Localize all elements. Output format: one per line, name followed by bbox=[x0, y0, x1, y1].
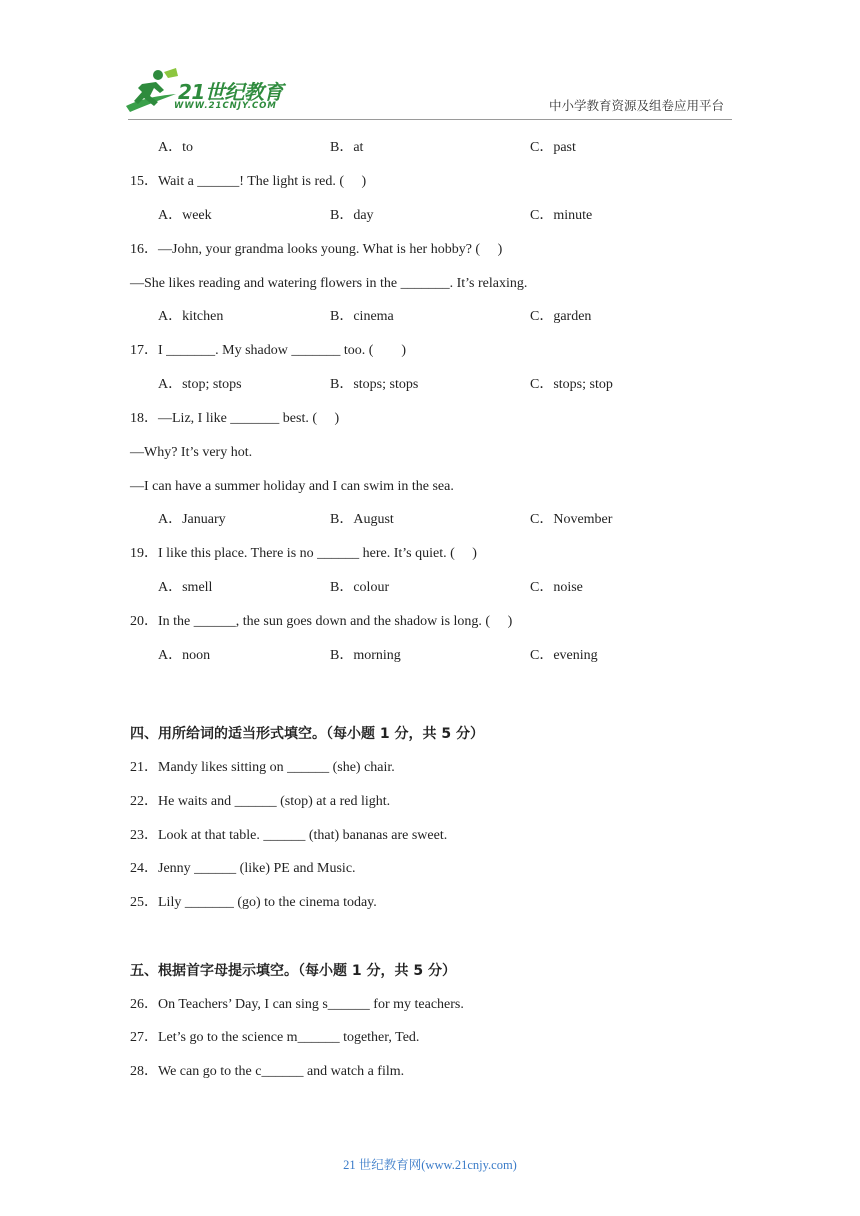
q16-option-c: C．garden bbox=[530, 309, 592, 324]
q18-line3: —I can have a summer holiday and I can swim in the sea. bbox=[130, 479, 454, 494]
q18-option-a: A．January bbox=[158, 512, 226, 527]
q19-option-b: B．colour bbox=[330, 580, 390, 595]
footer-link[interactable]: 21 世纪教育网(www.21cnjy.com) bbox=[343, 1158, 517, 1172]
q16-option-a: A．kitchen bbox=[158, 309, 224, 324]
q14-option-b: B．at bbox=[330, 140, 364, 155]
q21-item: 21．Mandy likes sitting on ______ (she) chair. bbox=[130, 760, 395, 775]
q15-option-a: A．week bbox=[158, 208, 212, 223]
q28-item: 28．We can go to the c______ and watch a film. bbox=[130, 1064, 405, 1079]
q18-option-c: C．November bbox=[530, 512, 613, 527]
q16-option-b: B．cinema bbox=[330, 309, 394, 324]
logo-url: WWW.21CNJY.COM bbox=[174, 101, 277, 111]
q19-option-a: A．smell bbox=[158, 580, 213, 595]
runner-logo-icon bbox=[120, 66, 180, 118]
header-divider bbox=[128, 119, 732, 120]
q16-stem: 16．—John, your grandma looks young. What is her hobby? ( ) bbox=[130, 242, 503, 257]
q18-option-b: B．August bbox=[330, 512, 394, 527]
q18-stem: 18．—Liz, I like _______ best. ( ) bbox=[130, 411, 340, 426]
q22-item: 22．He waits and ______ (stop) at a red light. bbox=[130, 794, 391, 809]
q24-item: 24．Jenny ______ (like) PE and Music. bbox=[130, 861, 356, 876]
q20-option-a: A．noon bbox=[158, 648, 211, 663]
q20-stem: 20．In the ______, the sun goes down and the shadow is long. ( ) bbox=[130, 614, 513, 629]
q26-item: 26．On Teachers’ Day, I can sing s______ for my teachers. bbox=[130, 997, 464, 1012]
q14-option-c: C．past bbox=[530, 140, 576, 155]
q15-option-c: C．minute bbox=[530, 208, 593, 223]
q23-item: 23．Look at that table. ______ (that) bananas are sweet. bbox=[130, 828, 448, 843]
q17-stem: 17．I _______. My shadow _______ too. ( ) bbox=[130, 343, 407, 358]
platform-tagline: 中小学教育资源及组卷应用平台 bbox=[549, 98, 725, 113]
q16-line2: —She likes reading and watering flowers in the _______. It’s relaxing. bbox=[130, 276, 528, 291]
q15-stem: 15．Wait a ______! The light is red. ( ) bbox=[130, 174, 367, 189]
q14-option-a: A．to bbox=[158, 140, 193, 155]
q20-option-c: C．evening bbox=[530, 648, 598, 663]
q18-line2: —Why? It’s very hot. bbox=[130, 445, 253, 460]
q15-option-b: B．day bbox=[330, 208, 374, 223]
site-logo bbox=[120, 66, 300, 118]
q17-option-c: C．stops; stop bbox=[530, 377, 613, 392]
q27-item: 27．Let’s go to the science m______ together, Ted. bbox=[130, 1030, 420, 1045]
q19-option-c: C．noise bbox=[530, 580, 583, 595]
q19-stem: 19．I like this place. There is no ______ here. It’s quiet. ( ) bbox=[130, 546, 477, 561]
q20-option-b: B．morning bbox=[330, 648, 401, 663]
logo-text: 21世纪教育 bbox=[178, 80, 283, 104]
q17-option-a: A．stop; stops bbox=[158, 377, 242, 392]
section-5-title: 五、根据首字母提示填空。（每小题 1 分，共 5 分） bbox=[130, 963, 456, 979]
q17-option-b: B．stops; stops bbox=[330, 377, 419, 392]
q25-item: 25．Lily _______ (go) to the cinema today. bbox=[130, 895, 377, 910]
section-4-title: 四、用所给词的适当形式填空。（每小题 1 分，共 5 分） bbox=[130, 726, 484, 742]
